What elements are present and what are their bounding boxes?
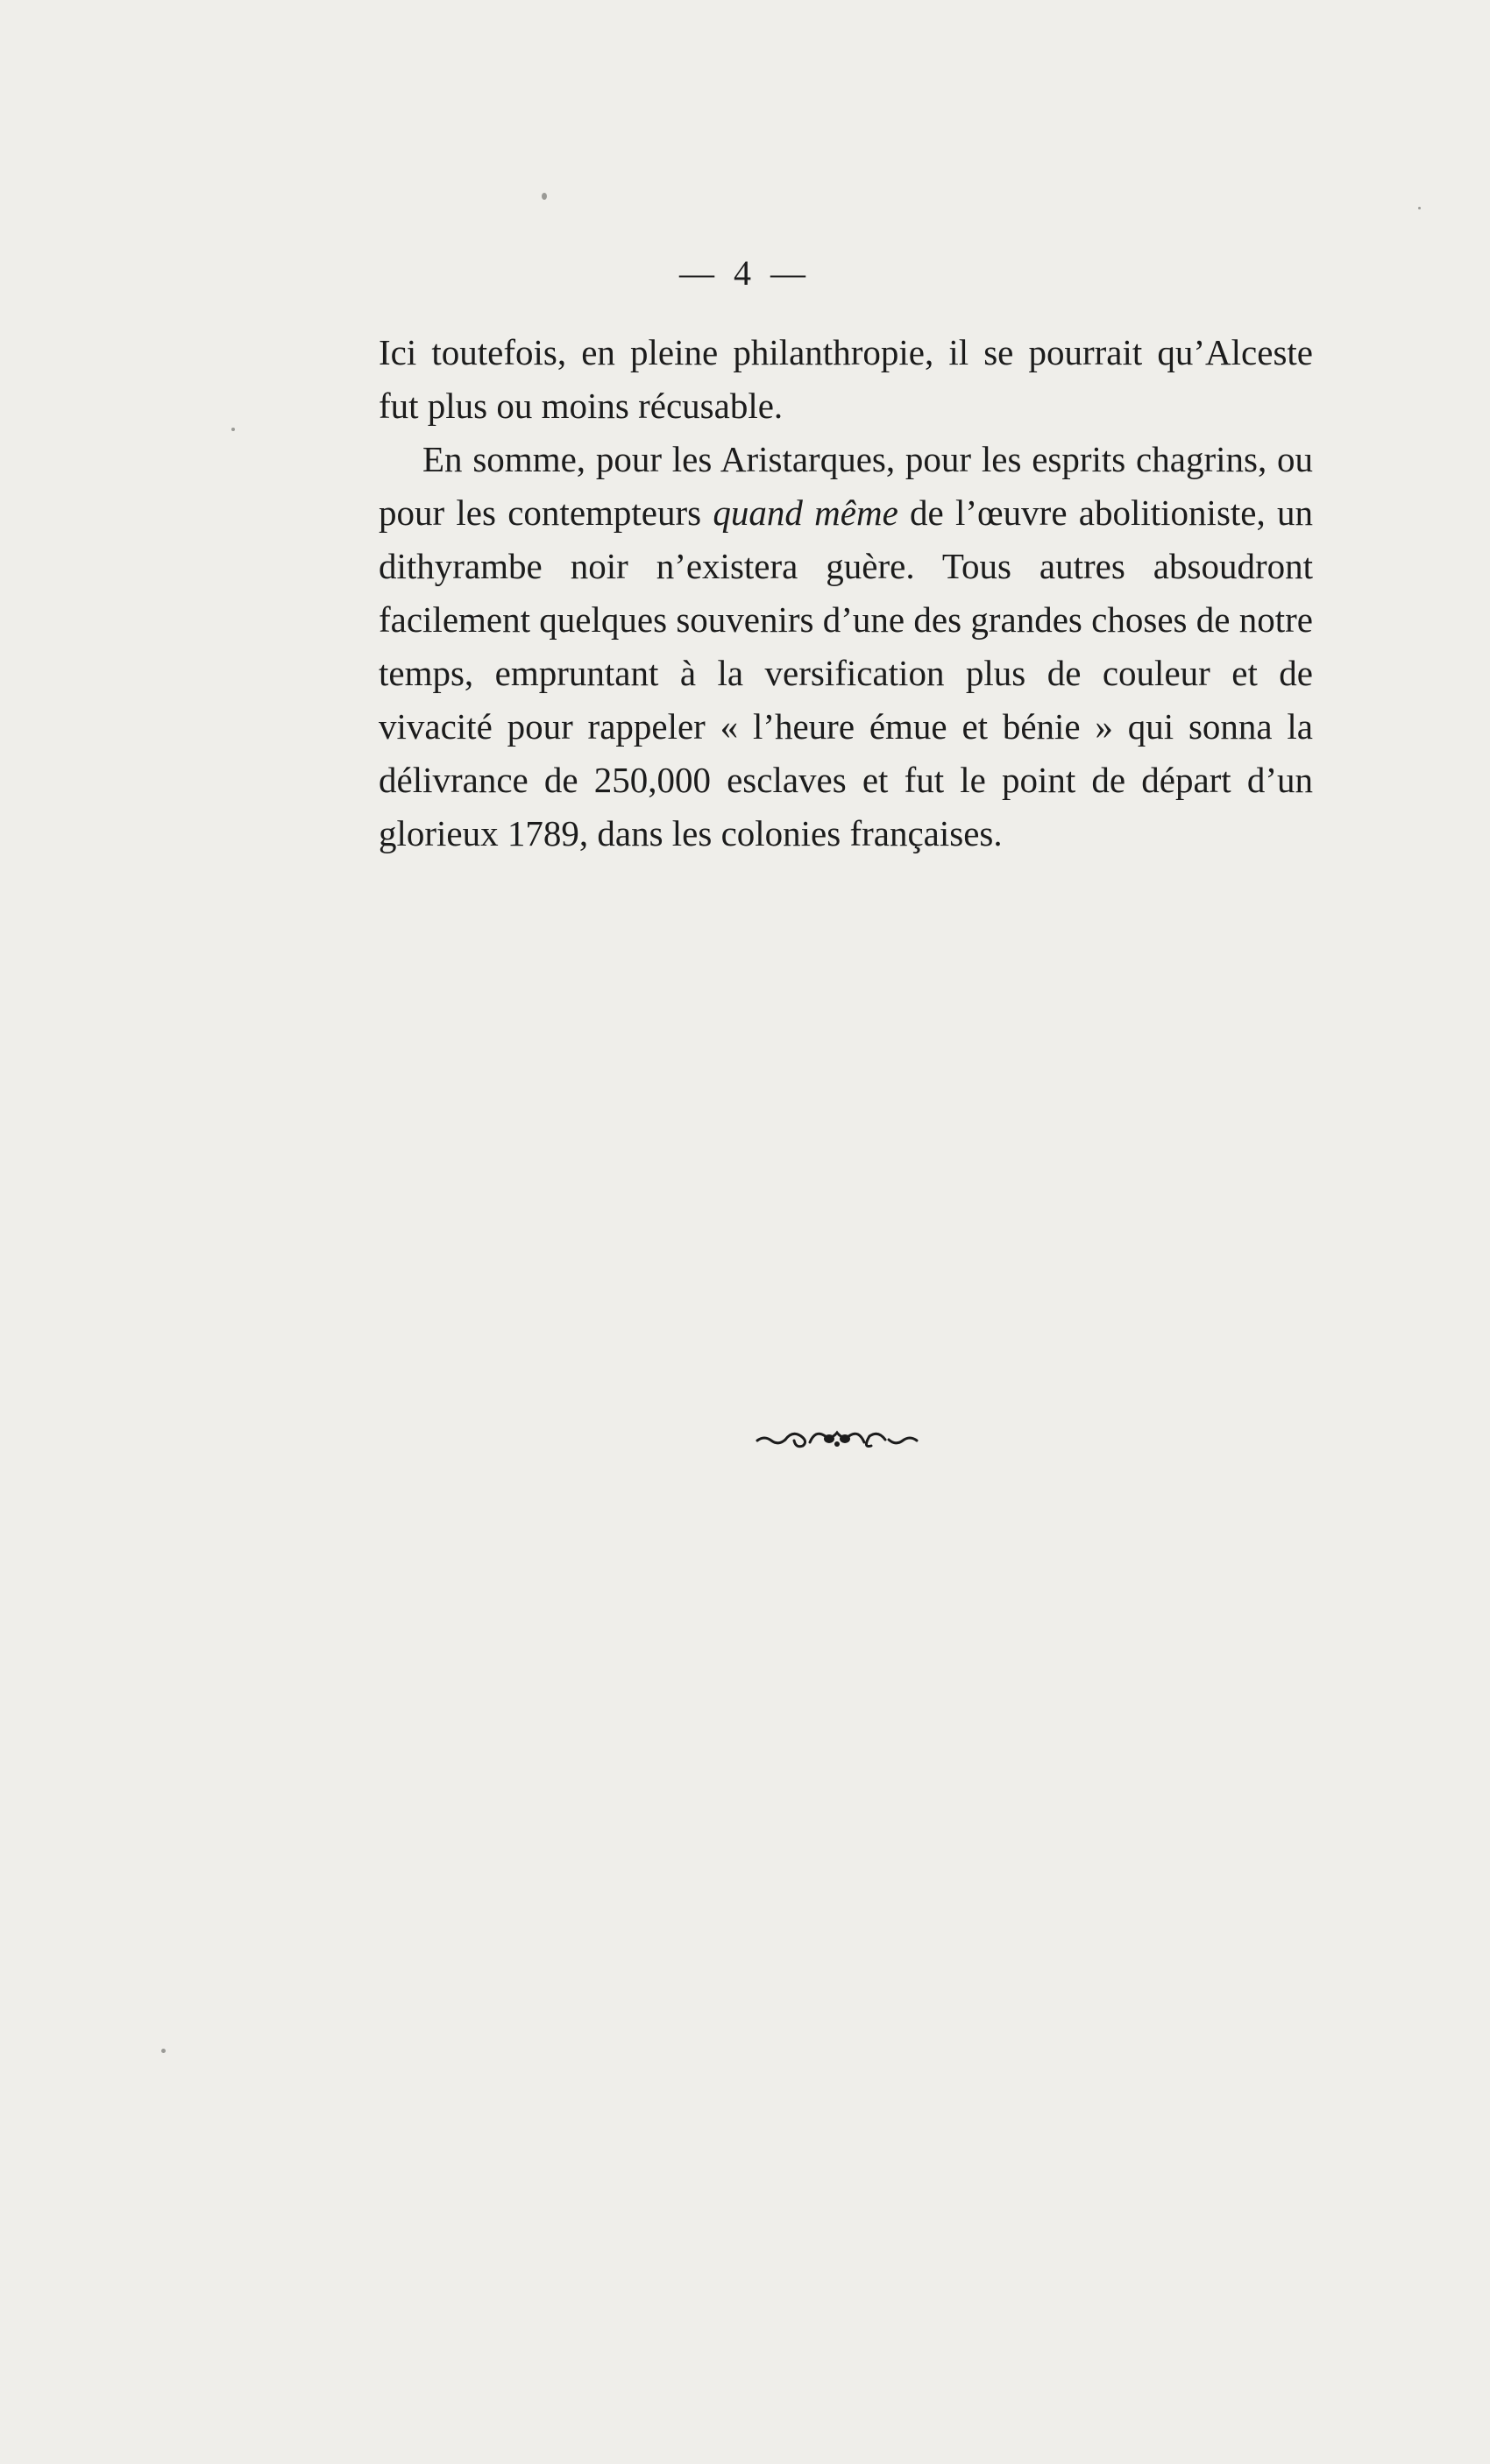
paper-speck [542, 193, 547, 200]
paragraph-2 [379, 433, 1313, 860]
paper-speck [161, 2049, 166, 2053]
page-number: — 4 — [679, 253, 811, 293]
paragraph-1: Ici toutefois, en pleine philanthropie, il se pourrait qu’Alceste fut plus ou moins récusable. [379, 332, 1313, 426]
emphasis-quand-meme: quand même [713, 492, 898, 533]
body-text [379, 326, 1313, 860]
paragraph-2-text-end: de l’œuvre abolitioniste, un dithyrambe noir n’existera guère. Tous autres absoudront facilement quelques souvenirs d’une des grandes choses de notre temps, empruntant à la versification plus de couleur et de vivacité pour rappeler « l’heure émue et bénie » qui sonna la délivrance de 250,000 esclaves et fut le point de départ d’un glorieux 1789, dans les colonies françaises. [379, 492, 1314, 853]
paper-speck [231, 428, 235, 431]
paragraph-2-text-start: En somme, pour les Aristarques, pour les esprits chagrins, ou pour les contempteurs [379, 439, 1313, 533]
decorative-ornament-icon [754, 1425, 920, 1451]
paper-speck [1418, 207, 1421, 209]
